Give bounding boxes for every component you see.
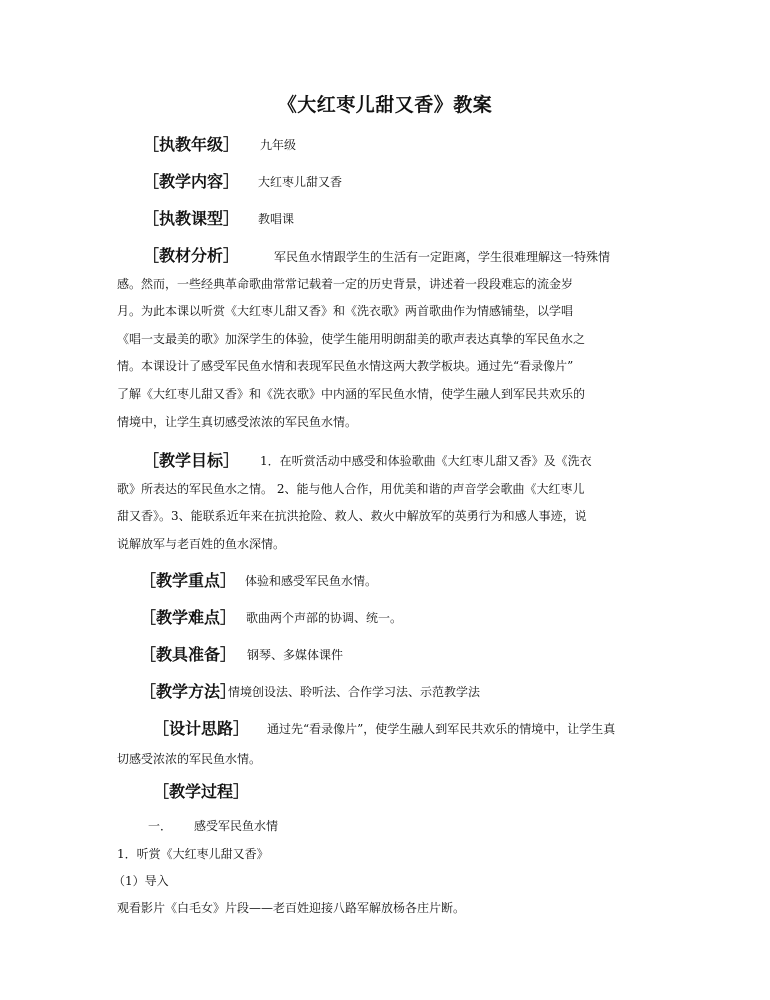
analysis-line: 情。本课设计了感受军民鱼水情和表现军民鱼水情这两大教学板块。通过先“看录像片” [117,359,574,373]
content-heading: ［教学内容］ [143,172,240,191]
methods-value: 情境创设法、聆听法、合作学习法、示范教学法 [228,685,481,699]
grade-value: 九年级 [260,138,297,152]
key-points-heading: ［教学重点］ [140,571,237,590]
goals-line: 歌》所表达的军民鱼水之情。 2、能与他人合作，用优美和谐的声音学会歌曲《大红枣儿 [117,482,585,496]
document-title: 《大红枣儿甜又香》教案 [277,94,493,116]
design-line: 切感受浓浓的军民鱼水情。 [117,752,262,766]
methods-heading: ［教学方法］ [140,682,237,701]
materials-heading: ［教具准备］ [140,645,237,664]
analysis-line: 《唱一支最美的歌》加深学生的体验，使学生能用明朗甜美的歌声表达真挚的军民鱼水之 [117,332,586,346]
step-subtitle: （1）导入 [113,874,169,888]
step-title: 1．听赏《大红枣儿甜又香》 [117,847,269,861]
process-heading: ［教学过程］ [153,782,250,801]
difficulties-value: 歌曲两个声部的协调、统一。 [246,611,403,625]
analysis-line: 了解《大红枣儿甜又香》和《洗衣歌》中内涵的军民鱼水情，使学生融人到军民共欢乐的 [117,387,586,401]
materials-value: 钢琴、多媒体课件 [247,648,344,662]
goals-line: 说解放军与老百姓的鱼水深情。 [117,537,286,551]
analysis-line: 情境中，让学生真切感受浓浓的军民鱼水情。 [117,415,358,429]
key-points-value: 体验和感受军民鱼水情。 [245,574,378,588]
lesson-type-value: 教唱课 [258,212,295,226]
section-title: 感受军民鱼水情 [194,819,279,833]
section-number: 一． [148,819,173,833]
goals-line: 1．在听赏活动中感受和体验歌曲《大红枣儿甜又香》及《洗衣 [260,454,592,468]
goals-line: 甜又香》。3、能联系近年来在抗洪抢险、救人、救火中解放军的英勇行为和感人事迹，说 [117,509,587,523]
analysis-line: 军民鱼水情跟学生的生活有一定距离，学生很难理解这一特殊情 [274,250,611,264]
analysis-line: 感。然而，一些经典革命歌曲常常记载着一定的历史背景，讲述着一段段难忘的流金岁 [117,277,574,291]
design-line: 通过先“看录像片”，使学生融人到军民共欢乐的情境中，让学生真 [267,722,616,736]
difficulties-heading: ［教学难点］ [140,608,237,627]
goals-heading: ［教学目标］ [143,451,240,470]
grade-heading: ［执教年级］ [143,135,240,154]
step-text: 观看影片《白毛女》片段——老百姓迎接八路军解放杨各庄片断。 [117,901,466,915]
analysis-heading: ［教材分析］ [143,246,240,265]
analysis-line: 月。为此本课以听赏《大红枣儿甜又香》和《洗衣歌》两首歌曲作为情感铺垫，以学唱 [117,304,574,318]
design-heading: ［设计思路］ [153,719,250,738]
content-value: 大红枣儿甜又香 [258,175,343,189]
lesson-type-heading: ［执教课型］ [143,209,240,228]
